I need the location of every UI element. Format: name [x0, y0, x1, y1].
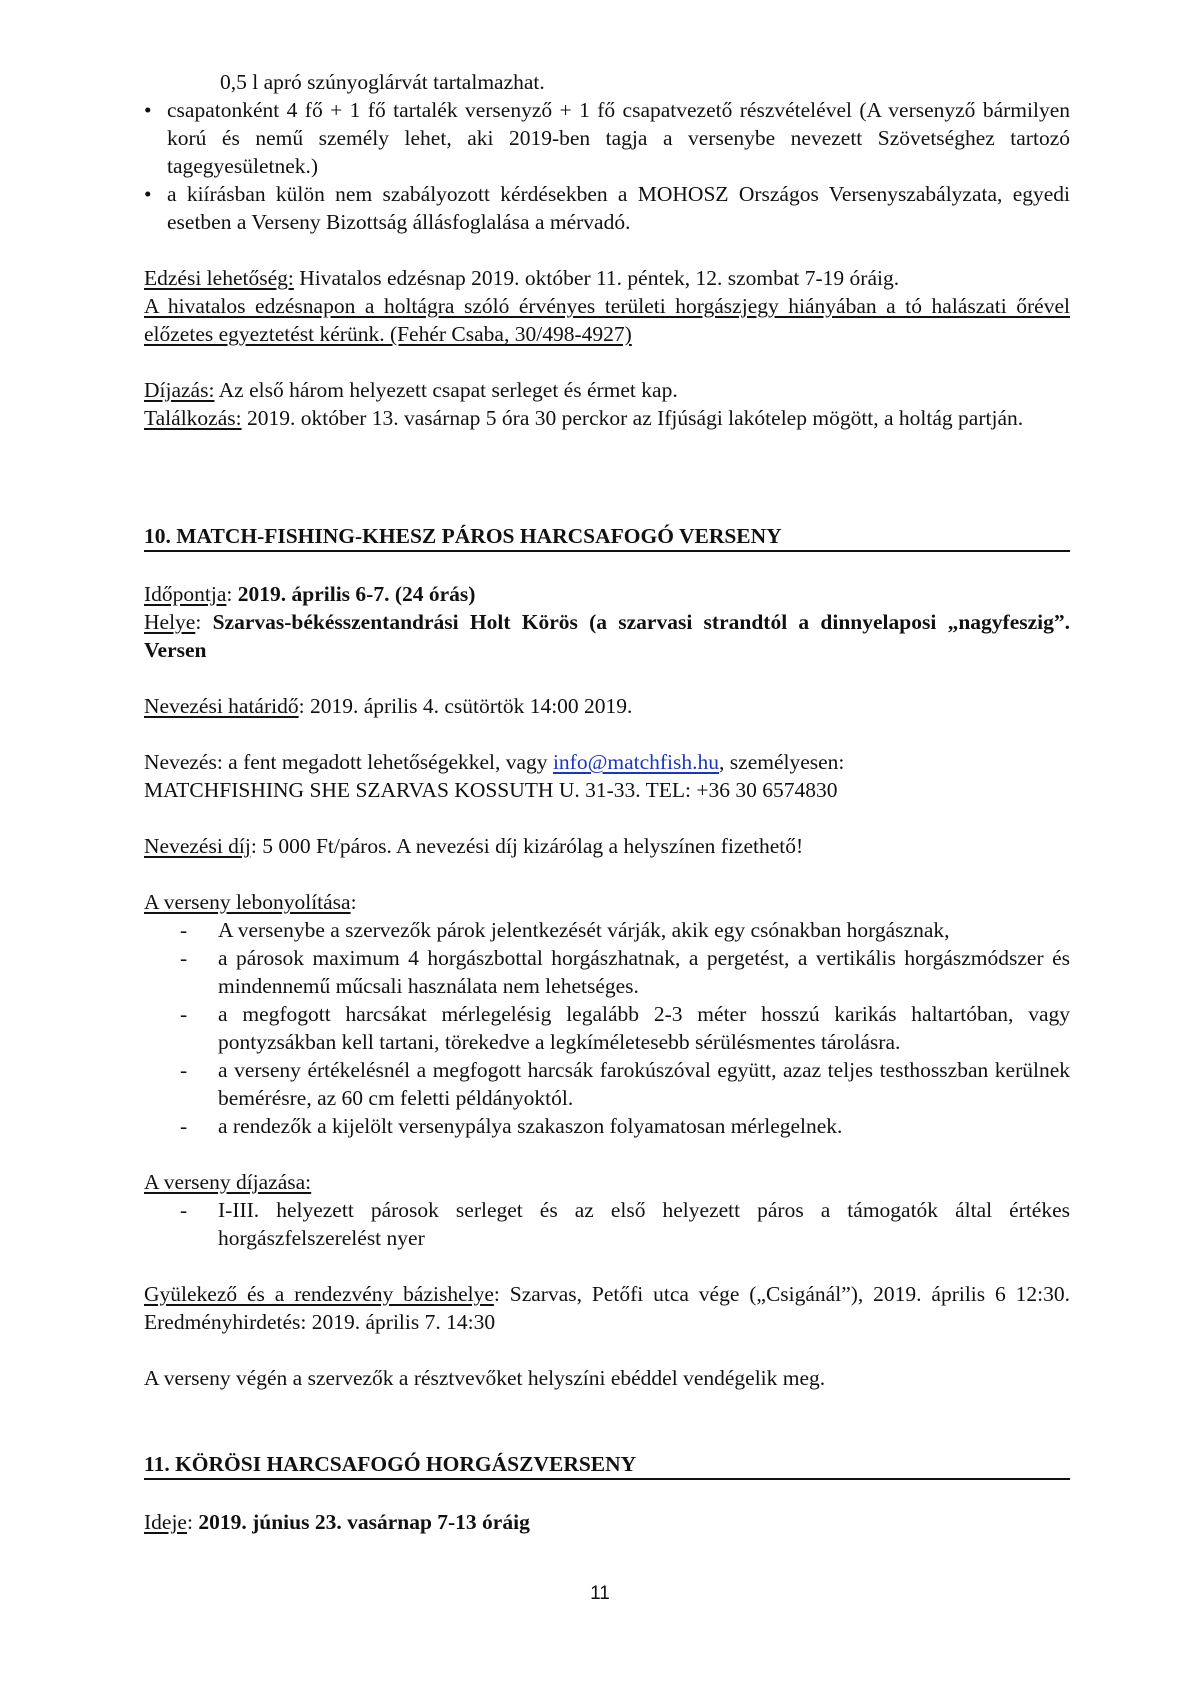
- deadline-label: Nevezési határidő: [144, 694, 299, 718]
- entry-suffix: , személyesen:: [719, 750, 845, 774]
- place-line: Helye: Szarvas-békésszentandrási Holt Körös (a szarvasi strandtól a dinnyelaposi „nagyfeszig”. Versen: [144, 610, 1070, 662]
- meeting-label: Találkozás:: [144, 406, 242, 430]
- continuation-text: 0,5 l apró szúnyoglárvát tartalmazhat.: [220, 70, 545, 94]
- deadline-line: [144, 692, 1070, 720]
- bullet-item: a kiírásban külön nem szabályozott kérdésekben a MOHOSZ Országos Versenyszabályzata, egyedi esetben a Verseny Bizottság állásfoglalása a mérvadó.: [167, 182, 1070, 234]
- fee-value: : 5 000 Ft/páros. A nevezési díj kizárólag a helyszínen fizethető!: [250, 834, 804, 858]
- bullet-icon: •: [144, 98, 152, 122]
- gathering-paragraph: [144, 1280, 1070, 1336]
- page-number: 11: [590, 1583, 610, 1604]
- s11-date-label: Ideje: [144, 1510, 187, 1534]
- awards-heading: A verseny díjazása:: [144, 1170, 312, 1194]
- place-value: Szarvas-békésszentandrási Holt Körös (a szarvasi strandtól a dinnyelaposi „nagyfeszig”. Versen: [144, 610, 1070, 662]
- section-11-heading: 11. KÖRÖSI HARCSAFOGÓ HORGÁSZVERSENY: [144, 1450, 1070, 1480]
- dash-icon: -: [180, 1002, 188, 1026]
- gathering-value: : Szarvas, Petőfi utca vége („Csigánál”), 2019. április 6 12:30. Eredményhirdetés: 2019. április 7. 14:30: [144, 1282, 1070, 1334]
- list-item: I-III. helyezett párosok serleget és az első helyezett páros a támogatók által értékes horgászfelszerelést nyer: [218, 1198, 1070, 1250]
- prize-label: Díjazás:: [144, 378, 215, 402]
- list-item: A versenybe a szervezők párok jelentkezését várják, akik egy csónakban horgásznak,: [218, 918, 950, 942]
- fee-label: Nevezési díj: [144, 834, 251, 858]
- entry-prefix: Nevezés: a fent megadott lehetőségekkel, vagy: [144, 750, 553, 774]
- training-note: A hivatalos edzésnapon a holtágra szóló érvényes területi horgászjegy hiányában a tó halászati őrével előzetes egyeztetést kérünk. (Fehér Csaba, 30/498-4927): [144, 294, 1070, 346]
- prize-text: Az első három helyezett csapat serleget és érmet kap.: [214, 378, 678, 402]
- bullet-item: csapatonként 4 fő + 1 fő tartalék versenyző + 1 fő csapatvezető részvételével (A versenyző bármilyen korú és nemű személy lehet, aki 2019-ben tagja a versenybe nevezett Szövetséghez tartozó tagegyesületnek.): [167, 98, 1070, 178]
- deadline-value: : 2019. április 4. csütörtök 14:00 2019.: [298, 694, 633, 718]
- dash-icon: -: [180, 1114, 188, 1138]
- meeting-paragraph: [144, 404, 1070, 432]
- training-label: Edzési lehetőség:: [144, 266, 294, 290]
- meeting-text: 2019. október 13. vasárnap 5 óra 30 perckor az Ifjúsági lakótelep mögött, a holtág partján.: [241, 406, 1024, 430]
- list-item: a verseny értékelésnél a megfogott harcsák farokúszóval együtt, azaz teljes testhosszban kerülnek bemérésre, az 60 cm feletti példányoktól.: [218, 1058, 1070, 1110]
- gathering-label: Gyülekező és a rendezvény bázishelye: [144, 1282, 494, 1306]
- dash-icon: -: [180, 946, 188, 970]
- conduct-colon: :: [350, 890, 357, 914]
- conduct-label: A verseny lebonyolítása: [144, 890, 351, 914]
- entry-email-link[interactable]: info@matchfish.hu: [552, 750, 720, 774]
- list-item: a megfogott harcsákat mérlegelésig legalább 2-3 méter hosszú karikás haltartóban, vagy pontyzsákban kell tartani, törekedve a legkíméletesebb sérülésmentes tárolásra.: [218, 1002, 1070, 1054]
- dash-icon: -: [180, 1058, 188, 1082]
- conduct-heading: [144, 888, 1070, 916]
- s11-date-line: Ideje: 2019. június 23. vasárnap 7-13 óráig: [144, 1510, 530, 1534]
- dash-icon: -: [180, 1198, 188, 1222]
- closing-paragraph: A verseny végén a szervezők a résztvevőket helyszíni ebéddel vendégelik meg.: [144, 1366, 826, 1390]
- date-value: 2019. április 6-7. (24 órás): [237, 582, 476, 606]
- section-10-heading: 10. MATCH-FISHING-KHESZ PÁROS HARCSAFOGÓ VERSENY: [144, 522, 1070, 552]
- entry-line: [144, 748, 1070, 776]
- entry-address: MATCHFISHING SHE SZARVAS KOSSUTH U. 31-33. TEL: +36 30 6574830: [144, 778, 838, 802]
- training-text: Hivatalos edzésnap 2019. október 11. péntek, 12. szombat 7-19 óráig.: [293, 266, 900, 290]
- date-line: Időpontja: 2019. április 6-7. (24 órás): [144, 582, 476, 606]
- s11-date-value: 2019. június 23. vasárnap 7-13 óráig: [198, 1510, 530, 1534]
- list-item: a párosok maximum 4 horgászbottal horgászhatnak, a pergetést, a vertikális horgászmódszer és mindennemű műcsali használata nem lehetséges.: [218, 946, 1070, 998]
- training-paragraph: [144, 264, 1070, 292]
- date-label: Időpontja: [144, 582, 227, 606]
- list-item: a rendezők a kijelölt versenypálya szakaszon folyamatosan mérlegelnek.: [218, 1114, 843, 1138]
- dash-icon: -: [180, 918, 188, 942]
- bullet-icon: •: [144, 182, 152, 206]
- fee-line: [144, 832, 1070, 860]
- place-label: Helye: [144, 610, 196, 634]
- prize-paragraph: [144, 376, 1070, 404]
